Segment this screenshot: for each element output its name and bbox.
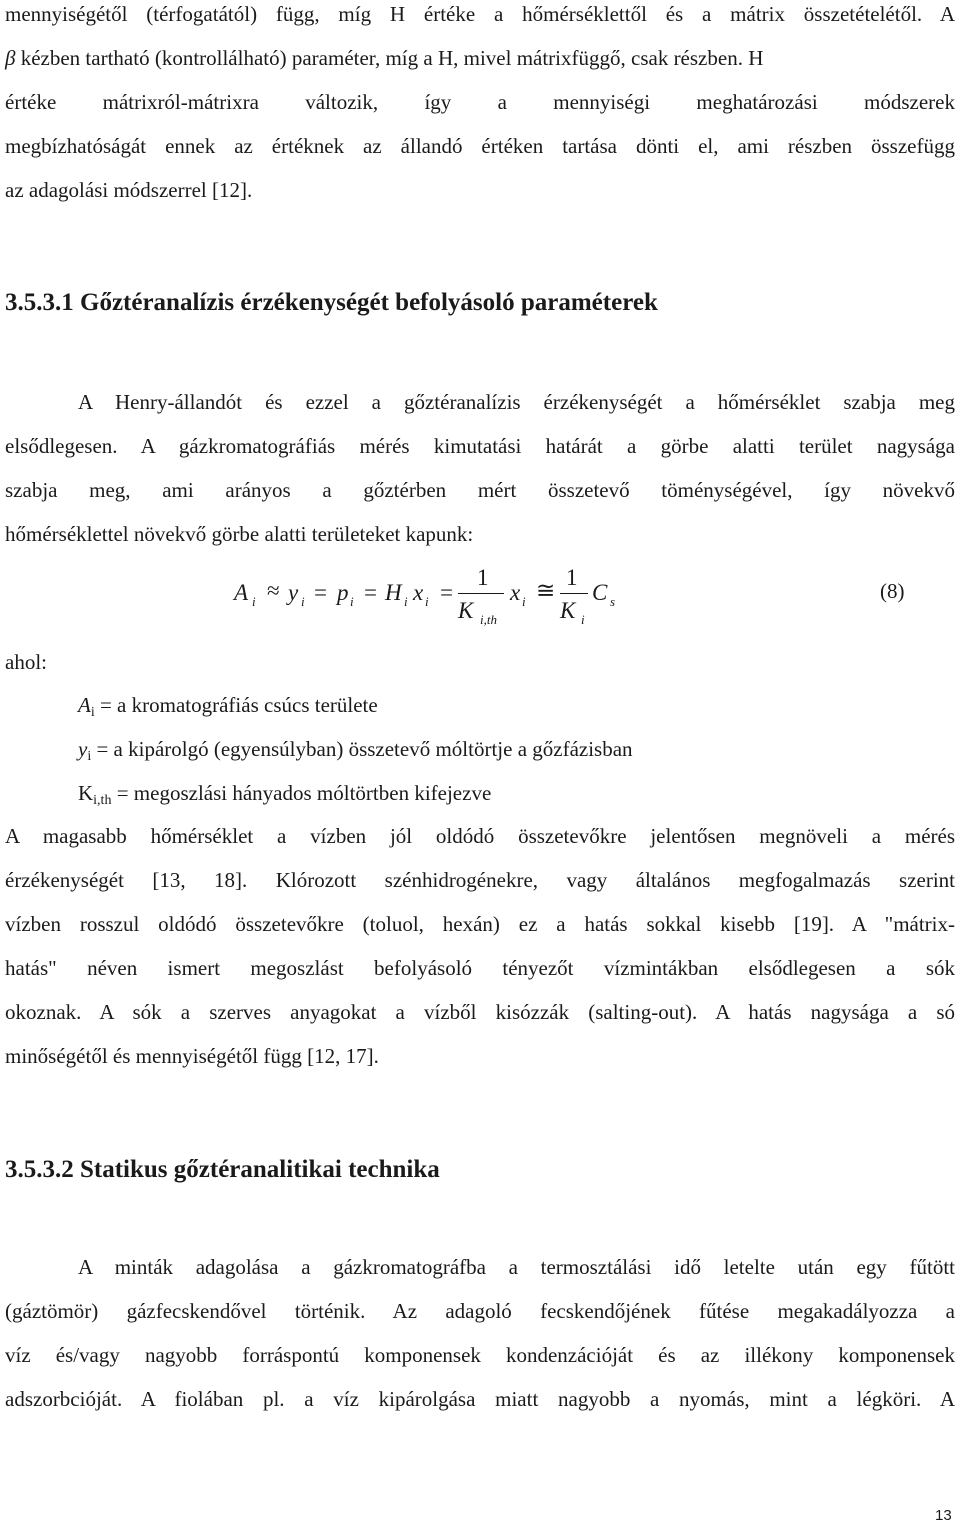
definition-K [78, 783, 955, 808]
eq-sub-i: i [301, 594, 305, 609]
para3-line-5: okoznak. A sók a szerves anyagokat a vízből kisózzák (salting-out). A hatás nagysága a só [5, 1002, 955, 1024]
eq-equals: = [440, 580, 453, 605]
eq-approx: ≈ [267, 578, 280, 603]
eq-equals: = [314, 580, 327, 605]
para2-line-3: szabja meg, ami arányos a gőztérben mért összetevő töménységével, így növekvő [5, 480, 955, 502]
eq-sub-ith: i,th [480, 612, 497, 627]
para1-line-3: értéke mátrixról-mátrixra változik, így a mennyiségi meghatározási módszerek [5, 92, 955, 114]
equation-number: (8) [880, 579, 905, 603]
eq-K: K [560, 598, 576, 623]
def-symbol: K [78, 781, 94, 805]
ahol-label: ahol: [5, 650, 47, 674]
eq-x: x [510, 580, 521, 605]
eq-sub-i: i [425, 594, 429, 609]
def-text: = a kipárolgó (egyensúlyban) összetevő móltörtje a gőzfázisban [91, 737, 633, 761]
eq-sub-s: s [610, 594, 616, 609]
def-subscript: i [87, 749, 92, 764]
para1-line-2 [5, 48, 955, 69]
page-number: 13 [935, 1507, 952, 1524]
eq-sub-i: i [404, 594, 408, 609]
para3-line-4: hatás" néven ismert megoszlást befolyásoló tényezőt vízmintákban elsődlegesen a sók [5, 958, 955, 980]
eq-sub-i: i [252, 594, 256, 609]
eq-A: A [234, 580, 249, 605]
para2-line-2: elsődlegesen. A gázkromatográfiás mérés kimutatási határát a görbe alatti terület nagysága [5, 436, 955, 458]
def-text: = megoszlási hányados móltörtben kifejezve [111, 781, 492, 805]
para4-line-2: (gáztömör) gázfecskendővel történik. Az adagoló fecskendőjének fűtése megakadályozza a [5, 1301, 955, 1323]
para3-line-1: A magasabb hőmérséklet a vízben jól oldódó összetevőkre jelentősen megnöveli a mérés [5, 826, 955, 848]
eq-p: p [337, 580, 349, 605]
para3-line-3: vízben rosszul oldódó összetevőkre (toluol, hexán) ez a hatás sokkal kisebb [19]. A "mátrix- [5, 914, 955, 936]
para3-line-6: minőségétől és mennyiségétől függ [12, 17]. [5, 1044, 379, 1068]
definition-y [78, 739, 955, 764]
section-heading-3-5-3-1: 3.5.3.1 Gőztéranalízis érzékenységét befolyásoló paraméterek [5, 289, 658, 316]
eq-K: K [458, 598, 474, 623]
para4-line-4: adszorbcióját. A fiolában pl. a víz kipárolgása miatt nagyobb a nyomás, mint a légköri. A [5, 1389, 955, 1411]
definition-A [78, 695, 955, 720]
para4-line-1: A minták adagolása a gázkromatográfba a termosztálási idő letelte után egy fűtött [78, 1257, 955, 1279]
para1-line-4: megbízhatóságát ennek az értéknek az állandó értéken tartása dönti el, ami részben összefügg [5, 136, 955, 158]
def-symbol: y [78, 737, 88, 761]
eq-numerator-1: 1 [477, 565, 489, 590]
para4-line-3: víz és/vagy nagyobb forráspontú komponensek kondenzációját és az illékony komponensek [5, 1345, 955, 1367]
def-text: = a kromatográfiás csúcs területe [94, 693, 378, 717]
eq-congruent: ≅ [536, 578, 556, 603]
para2-line-4: hőmérséklettel növekvő görbe alatti területeket kapunk: [5, 522, 474, 546]
eq-numerator-1: 1 [566, 565, 578, 590]
eq-y: y [288, 580, 299, 605]
eq-C: C [592, 580, 608, 605]
eq-fraction-bar [458, 593, 504, 594]
para1-line-5: az adagolási módszerrel [12]. [5, 178, 253, 202]
eq-sub-i: i [350, 594, 354, 609]
eq-fraction-bar [560, 593, 588, 594]
eq-sub-i: i [522, 594, 526, 609]
para1-line-1: mennyiségétől (térfogatától) függ, míg H értéke a hőmérséklettől és a mátrix összetételétől. A [5, 4, 955, 26]
eq-x: x [413, 580, 424, 605]
eq-sub-i: i [581, 612, 585, 627]
equation-8 [230, 562, 630, 634]
para1-line-2-text: kézben tartható (kontrollálható) paraméter, míg a H, mivel mátrixfüggő, csak részben. H [15, 46, 764, 70]
para2-line-1: A Henry-állandót és ezzel a gőztéranalízis érzékenységét a hőmérséklet szabja meg [78, 392, 955, 414]
beta-symbol: β [5, 46, 16, 70]
def-symbol: A [78, 693, 91, 717]
def-subscript: i [90, 705, 95, 720]
def-subscript: i,th [93, 793, 112, 808]
eq-equals: = [364, 580, 377, 605]
eq-H: H [385, 580, 402, 605]
para3-line-2: érzékenységét [13, 18]. Klórozott szénhidrogénekre, vagy általános megfogalmazás szerint [5, 870, 955, 892]
section-heading-3-5-3-2: 3.5.3.2 Statikus gőztéranalitikai technika [5, 1156, 440, 1183]
